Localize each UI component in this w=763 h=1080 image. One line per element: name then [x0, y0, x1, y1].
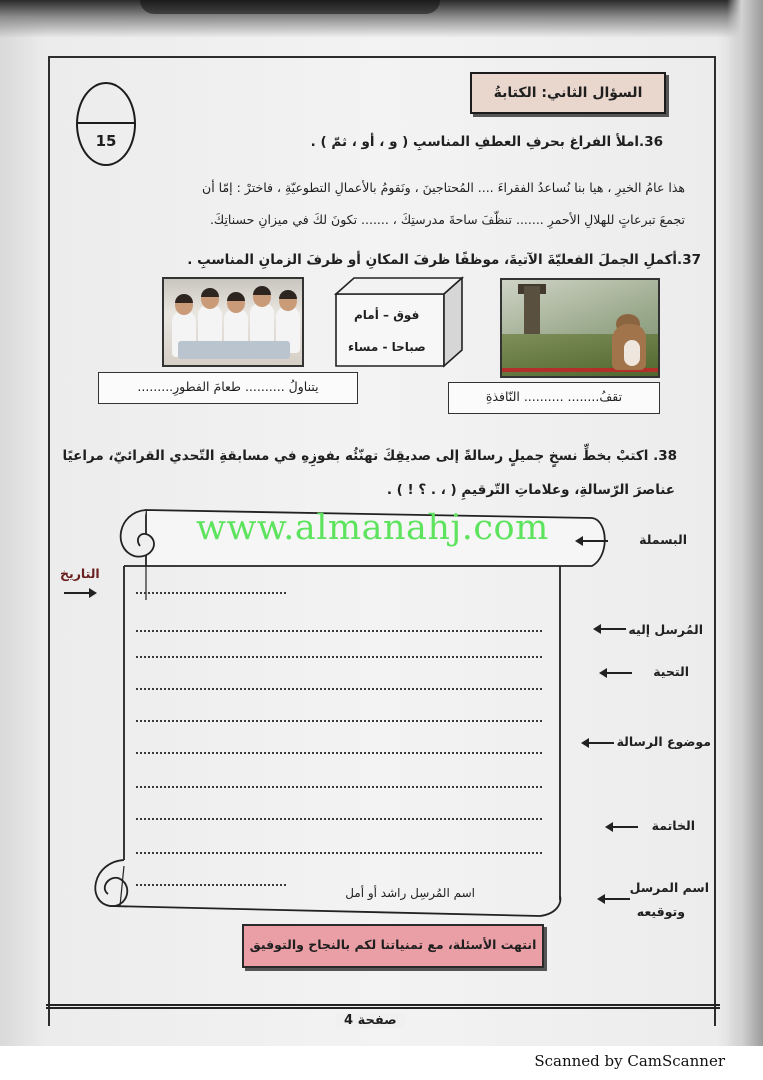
arrow-left-icon [582, 540, 608, 542]
writing-line[interactable] [136, 630, 542, 632]
options-line1: فوق – أمام [354, 308, 420, 322]
writing-line-signature[interactable] [136, 884, 286, 886]
arrow-left-icon [588, 742, 614, 744]
scanner-label: Scanned by CamScanner [534, 1052, 725, 1070]
writing-line[interactable] [136, 786, 542, 788]
options-line2: صباحا - مساء [348, 340, 426, 354]
writing-line[interactable] [136, 752, 542, 754]
watermark: www.almanahj.com [196, 508, 549, 548]
sentence-fill-right[interactable]: تقفُ........ .......... النّافذةِ [448, 382, 660, 414]
arrow-left-icon [600, 628, 626, 630]
label-sender-signature: وتوقيعه [636, 904, 685, 919]
writing-line-date[interactable] [136, 592, 286, 594]
writing-line[interactable] [136, 852, 542, 854]
sentence-fill-left[interactable]: يتناولُ .......... طعامَ الفطورِ......... [98, 372, 358, 404]
label-recipient: المُرسل إليه [628, 622, 703, 637]
q36-line2: تجمعَ تبرعاتٍ للهلالِ الأحمرِ ....... تنظّفَ ساحةَ مدرستِكَ ، ....... تكونَ لكَ في ميزانِ حسناتِكَ. [209, 212, 685, 227]
q38-instruction-line2: عناصرَ الرّسالةِ، وعلاماتِ التّرقيمِ ( ، . ؟ ! ) . [386, 482, 675, 498]
grade-number: 15 [95, 132, 117, 150]
footer-rule [46, 1004, 720, 1009]
q36-instruction: 36.املأ الفراغ بحرفِ العطفِ المناسبِ ( و ، أو ، ثمّ ) . [310, 134, 663, 150]
label-date: التاريخ [60, 566, 100, 581]
label-greeting: التحية [653, 664, 689, 679]
label-sender: اسم المرسل [629, 880, 709, 895]
writing-line[interactable] [136, 818, 542, 820]
q36-line1: هذا عامُ الخيرِ ، هيا بنا نُساعدُ الفقراءَ .... المُحتاجينَ ، ونَقومُ بالأعمالِ التطوعيّةِ ، فاخترْ : إمّا أن [202, 180, 685, 195]
writing-line[interactable] [136, 688, 542, 690]
arrow-left-icon [612, 826, 638, 828]
q38-instruction-line1: 38. اكتبْ بخطِّ نسخٍ جميلٍ رسالةً إلى صديقِكَ تهنّئُه بفوزِهِ في مسابقةِ التّحدي القرائيّ، مراعيًا [62, 448, 677, 464]
arrow-right-icon [64, 592, 90, 594]
arrow-left-icon [604, 898, 630, 900]
q37-instruction: 37.أكملِ الجملَ الفعليّةَ الآتيةَ، موظفًا ظرفَ المكانِ أو ظرفَ الزمانِ المناسبِ . [187, 252, 701, 268]
section-title: السؤال الثاني: الكتابةُ [470, 72, 666, 114]
writing-line[interactable] [136, 656, 542, 658]
label-closing: الخاتمة [651, 818, 695, 833]
sender-name-hint: اسم المُرسِل راشد أو أمل [345, 886, 475, 900]
end-note: انتهت الأسئلة، مع تمنياتنا لكم بالنجاح والتوفيق [242, 924, 544, 968]
arrow-left-icon [606, 672, 632, 674]
writing-line[interactable] [136, 720, 542, 722]
page-number: صفحة 4 [336, 1013, 405, 1028]
label-basmala: البسملة [639, 532, 687, 547]
label-subject: موضوع الرسالة [616, 734, 711, 749]
